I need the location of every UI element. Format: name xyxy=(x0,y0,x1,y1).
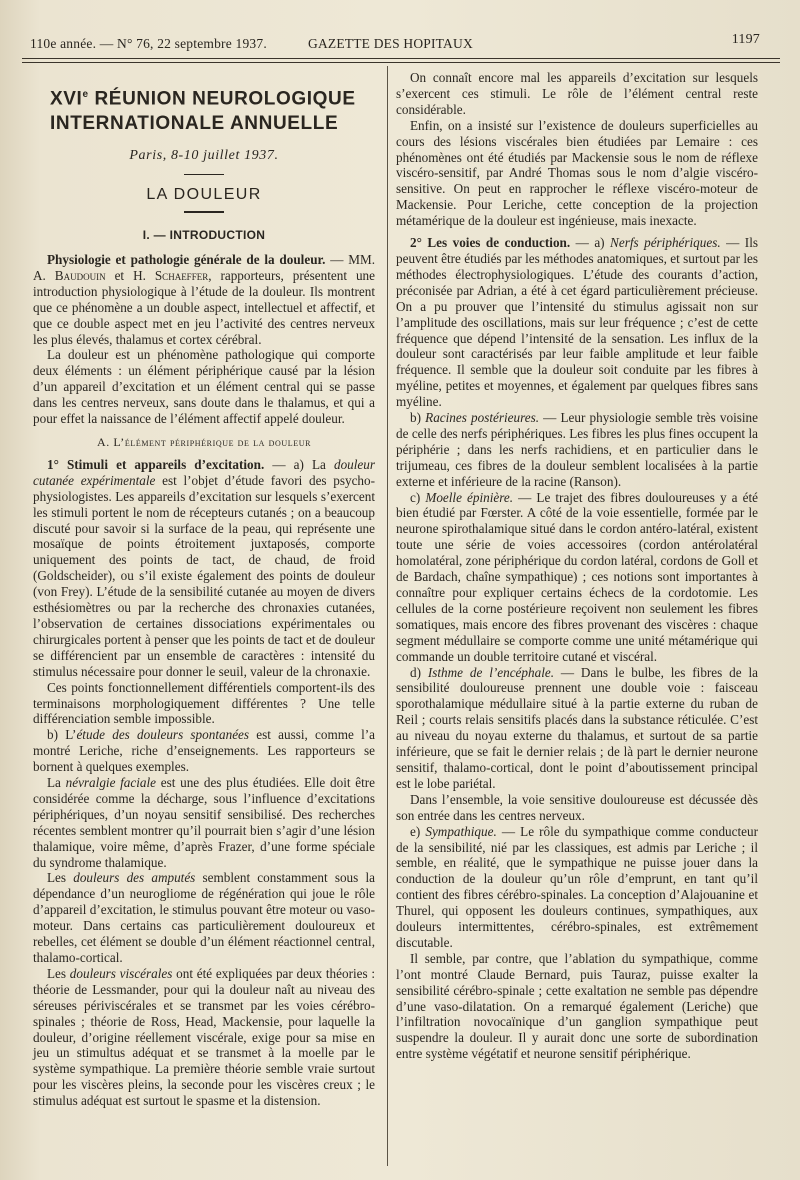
header-rule xyxy=(22,58,780,59)
journal-name: GAZETTE DES HOPITAUX xyxy=(308,36,473,51)
paragraph: Ces points fonctionnellement différentiels comportent-ils des terminaisons morphologiquement différentes ? Une telle différenciation semble impossible. xyxy=(33,679,375,727)
paragraph: Il semble, par contre, que l’ablation du sympathique, comme l’ont montré Claude Bernard, puis Tauraz, puisse exalter la sensibilité cérébro-spinale ; cette exaltation ne semble pas dépendre d’une vaso-dilatation. On a remarqué également (Leriche) que l’infiltration novocaïnique d’un ganglion sympathique peut suspendre la douleur. Il y aurait donc une sorte de subordination entre système végétatif et neurone sensitif périphérique. xyxy=(396,950,758,1062)
paragraph: On connaît encore mal les appareils d’excitation sur lesquels s’exercent ces stimuli. Le rôle de l’élément central reste considérable. xyxy=(396,70,758,117)
running-header xyxy=(30,28,760,58)
divider xyxy=(184,174,224,175)
paragraph: La douleur est un phénomène pathologique qui comporte deux éléments : un élément périphérique causé par la lésion d’un appareil d’excitation et un élément central qui se passe dans les centres nerveux, sans doute dans le thalamus, et qui a pour effet la naissance de l’élément affectif appelé douleur. xyxy=(33,347,375,427)
paragraph: La névralgie faciale est une des plus étudiées. Elle doit être considérée comme la décharge, sous l’influence d’excitations périphériques, d’un noyau sensitif sensibilisé. Des recherches récentes semblent montrer qu’il pourrait bien s’agir d’une lésion thalamique, voire même, d’après Frazer, d’une forme spéciale du syndrome thalamique. xyxy=(33,775,375,870)
divider xyxy=(184,211,224,213)
right-column xyxy=(396,70,758,1062)
topic-heading: LA DOULEUR xyxy=(146,186,262,204)
paragraph: 1° Stimuli et appareils d’excitation. — a) La douleur cutanée expérimentale est l’objet d’étude favori des psycho-physiologistes. Les appareils d’excitation sur lesquels s’exercent les stimuli portent le nom de récepteurs cutanés ; on a beaucoup discuté pour savoir si la surface de la peau, qui représente une mosaïque de points étroitement juxtaposés, comporte uniquement des points de tact, de chaud, de froid (Goldscheider), ou s’il existe également des points de douleur (von Frey). L’étude de la sensibilité cutanée au moyen de divers esthésiomètres ou par la recherche des chronaxies cutanées, l’observation de certaines dissociations expérimentales ou chirurgicales portent à penser que les points de tact et de douleur se différencient par un ensemble de caractères : intensité du stimulus nécessaire pour donner le seuil, valeur de la chronaxie. xyxy=(33,456,376,679)
article-title: XVIe RÉUNION NEUROLOGIQUE INTERNATIONALE ANNUELLE xyxy=(50,88,356,135)
paragraph: Physiologie et pathologie générale de la douleur. — MM. A. Baudouin et H. Schaeffer, rapporteurs, présentent une introduction physiologique à l’étude de la douleur. Ils montrent que ce phénomène a un double aspect, intellectuel et affectif, et que ce double aspect met en jeu l’activité des centres nerveux les plus élevés, thalamus et cortex cérébral. xyxy=(33,252,375,347)
place-date: Paris, 8-10 juillet 1937. xyxy=(129,148,279,164)
paragraph: Enfin, on a insisté sur l’existence de douleurs superficielles au cours des lésions viscérales bien étudiées par Lemaire : ces phénomènes ont été étudiés par Mackensie sous le nom de réflexe viscéro-sensitif, par André Thomas sous le nom d’algie viscéro-sensitive. On peut en rapprocher le réflexe viscéro-moteur de Mackensie. Pour Leriche, cette conception de la projection métamérique de la douleur est ingénieuse, mais inexacte. xyxy=(396,117,758,229)
column-separator xyxy=(387,66,388,1166)
header-rule-thin xyxy=(22,62,780,63)
paragraph: Les douleurs viscérales ont été expliquées par deux théories : théorie de Lessmander, pour qui la douleur naît au niveau des séreuses périviscérales et se transmet par les voies cérébro-spinales ; théorie de Ross, Head, Mackensie, pour laquelle la douleur, d’origine réellement viscérale, exige pour sa mise en jeu un stimultus adéquat et se transmet à la moelle par le système sympathique. La première théorie semble vraie surtout pour les viscères pleins, la seconde pour les viscères creux ; le stimulus adéquat est surtout le spasme et la distension. xyxy=(33,965,376,1109)
paragraph: Dans l’ensemble, la voie sensitive douloureuse est décussée dès son entrée dans les centres nerveux. xyxy=(396,791,758,823)
section-heading: I. — INTRODUCTION xyxy=(142,228,266,243)
page-number: 1197 xyxy=(731,32,760,47)
paragraph: Les douleurs des amputés semblent constamment sous la dépendance d’un neurogliome de régénération qui joue le rôle d’appareil d’excitation, le stimulus pouvant être moteur ou vaso-moteur. Dans certains cas particulièrement douloureux et rebelles, cet élément se double d’un élément réactionnel central, thalamo-cortical. xyxy=(33,870,375,966)
subsection-heading: A. L’élément périphérique de la douleur xyxy=(96,435,312,450)
paragraph: b) Racines postérieures. — Leur physiologie semble très voisine de celle des nerfs périphériques. Les fibres les plus fines occupent la périphérie ; dans les nerfs rachidiens, et en particulier dans le trijumeau, ces fibres de la douleur semblent localisées à la partie externe et inférieure de la racine (Ranson). xyxy=(396,410,758,489)
paragraph: 2° Les voies de conduction. — a) Nerfs périphériques. — Ils peuvent être étudiés par les méthodes anatomiques, et surtout par les méthodes électrophysiologiques. L’étude des courants d’action, préconisée par Adrian, a été à cet égard particulièrement précieuse. On a pu prouver que l’intensité du stimulus agissait non sur l’amplitude des oscillations, mais sur leur fréquence ; c’est de cette fréquence que dépend l’intensité de la sensation. Les influx de la douleur sont caractérisés par leur faible amplitude et leur faible fréquence. Il semble que la douleur soit conduite par les fibres à myéline, petites et moyennes, et également par quelques fibres sans myéline. xyxy=(396,235,758,410)
paragraph: d) Isthme de l’encéphale. — Dans le bulbe, les fibres de la sensibilité douloureuse prennent une double voie : faisceau sporothalamique médullaire situé à la partie externe du ruban de Reil ; courts relais sensitifs placés dans la substance réticulée. C’est au niveau du noyau externe du thalamus, et surtout de sa partie inférieure, que se fait le dernier relais ; de là part le dernier neurone sensitif, thalamo-cortical, dont le point d’aboutissement principal est le lobe pariétal. xyxy=(396,664,758,791)
issue-info: 110e année. — N° 76, 22 septembre 1937. xyxy=(30,36,267,51)
left-column xyxy=(33,70,375,1109)
paragraph: b) L’étude des douleurs spontanées est aussi, comme l’a montré Leriche, riche d’enseignements. Les rapporteurs se bornent à quelques exemples. xyxy=(33,727,375,775)
paragraph: c) Moelle épinière. — Le trajet des fibres douloureuses y a été bien étudié par Fœrster. A côté de la voie essentielle, formée par le neurone spirothalamique situé dans le cordon antéro-latéral, existent toute une série de voies accessoires (cordon antérolatéral homolatéral, zone périphérique du cordon latéral, cordons de Goll et de Bardach, chaîne sympathique) ; ces notions sont importantes à connaître pour expliquer certains échecs de la cordotomie. Les cellules de la corne postérieure reçoivent non seulement les fibres somatiques, mais encore des fibres provenant des viscères : chaque segment médullaire se comporte comme une unité métamérique qui commande un double territoire cutané et viscéral. xyxy=(396,489,758,664)
paragraph: e) Sympathique. — Le rôle du sympathique comme conducteur de la sensibilité, nié par les classiques, est admis par Leriche ; il semble, en réalité, que le sympathique ne puisse jouer dans la conduction de la douleur qu’un rôle d’emprunt, en tant qu’il contient des fibres cérébro-spinales. La conception d’Alajouanine et Thurel, qui opposent les douleurs continues, sympathiques, aux douleurs intermittentes, cérébro-spinales, est extrêmement discutable. xyxy=(396,823,758,950)
